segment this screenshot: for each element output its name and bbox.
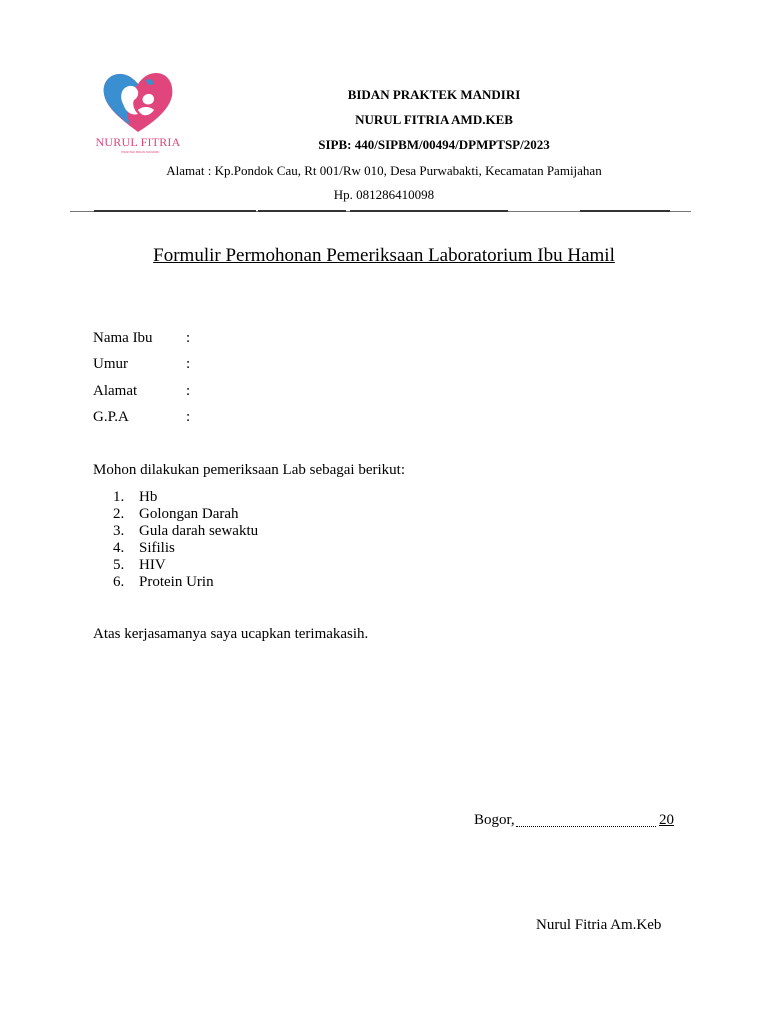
list-item — [113, 574, 258, 591]
list-number: 3. — [113, 523, 125, 539]
phone-line: Hp. 081286410098 — [333, 187, 435, 202]
field-nama-ibu — [93, 330, 190, 347]
lab-test-list — [113, 489, 258, 591]
field-label: G.P.A — [93, 409, 129, 425]
list-item — [113, 557, 258, 574]
closing-remark: Atas kerjasamanya saya ucapkan terimakasih. — [93, 626, 369, 642]
test-name: Gula darah sewaktu — [139, 523, 259, 539]
field-label: Umur — [93, 356, 128, 372]
field-separator: : — [186, 409, 191, 425]
test-name: HIV — [139, 557, 166, 573]
address-line: Alamat : Kp.Pondok Cau, Rt 001/Rw 010, Desa Purwabakti, Kecamatan Pamijahan — [166, 163, 602, 178]
letterhead-divider-segment — [350, 210, 508, 212]
list-number: 6. — [113, 574, 125, 590]
list-item — [113, 506, 258, 523]
form-title: Formulir Permohonan Pemeriksaan Laboratorium Ibu Hamil — [153, 245, 615, 266]
signature-place: Bogor, — [474, 812, 515, 828]
list-number: 1. — [113, 489, 125, 505]
list-item — [113, 489, 258, 506]
letterhead-divider-segment — [580, 210, 670, 212]
test-name: Hb — [139, 489, 158, 505]
list-number: 2. — [113, 506, 125, 522]
request-intro: Mohon dilakukan pemeriksaan Lab sebagai berikut: — [93, 462, 405, 478]
date-blank-line — [516, 826, 656, 827]
list-number: 4. — [113, 540, 125, 556]
field-separator: : — [186, 383, 191, 399]
midwife-name-heading: NURUL FITRIA AMD.KEB — [355, 112, 513, 127]
field-umur — [93, 356, 190, 373]
license-number: SIPB: 440/SIPBM/00494/DPMPTSP/2023 — [318, 137, 550, 152]
test-name: Golongan Darah — [139, 506, 239, 522]
field-label: Nama Ibu — [93, 330, 153, 346]
field-separator: : — [186, 356, 191, 372]
field-label: Alamat — [93, 383, 138, 399]
practice-type-heading: BIDAN PRAKTEK MANDIRI — [347, 87, 521, 102]
field-separator: : — [186, 330, 191, 346]
logo-tagline: PRAKTEK BIDAN MANDIRI — [121, 150, 159, 154]
field-alamat — [93, 383, 190, 400]
letterhead-divider-segment — [94, 210, 256, 212]
test-name: Protein Urin — [139, 574, 214, 590]
letterhead-divider-segment — [258, 210, 346, 212]
logo-name: NURUL FITRIA — [95, 135, 181, 149]
list-item — [113, 540, 258, 557]
field-gpa — [93, 409, 190, 426]
list-item — [113, 523, 258, 540]
signature-year: 20 — [659, 812, 674, 828]
signer-name: Nurul Fitria Am.Keb — [536, 917, 662, 933]
list-number: 5. — [113, 557, 125, 573]
test-name: Sifilis — [139, 540, 175, 556]
